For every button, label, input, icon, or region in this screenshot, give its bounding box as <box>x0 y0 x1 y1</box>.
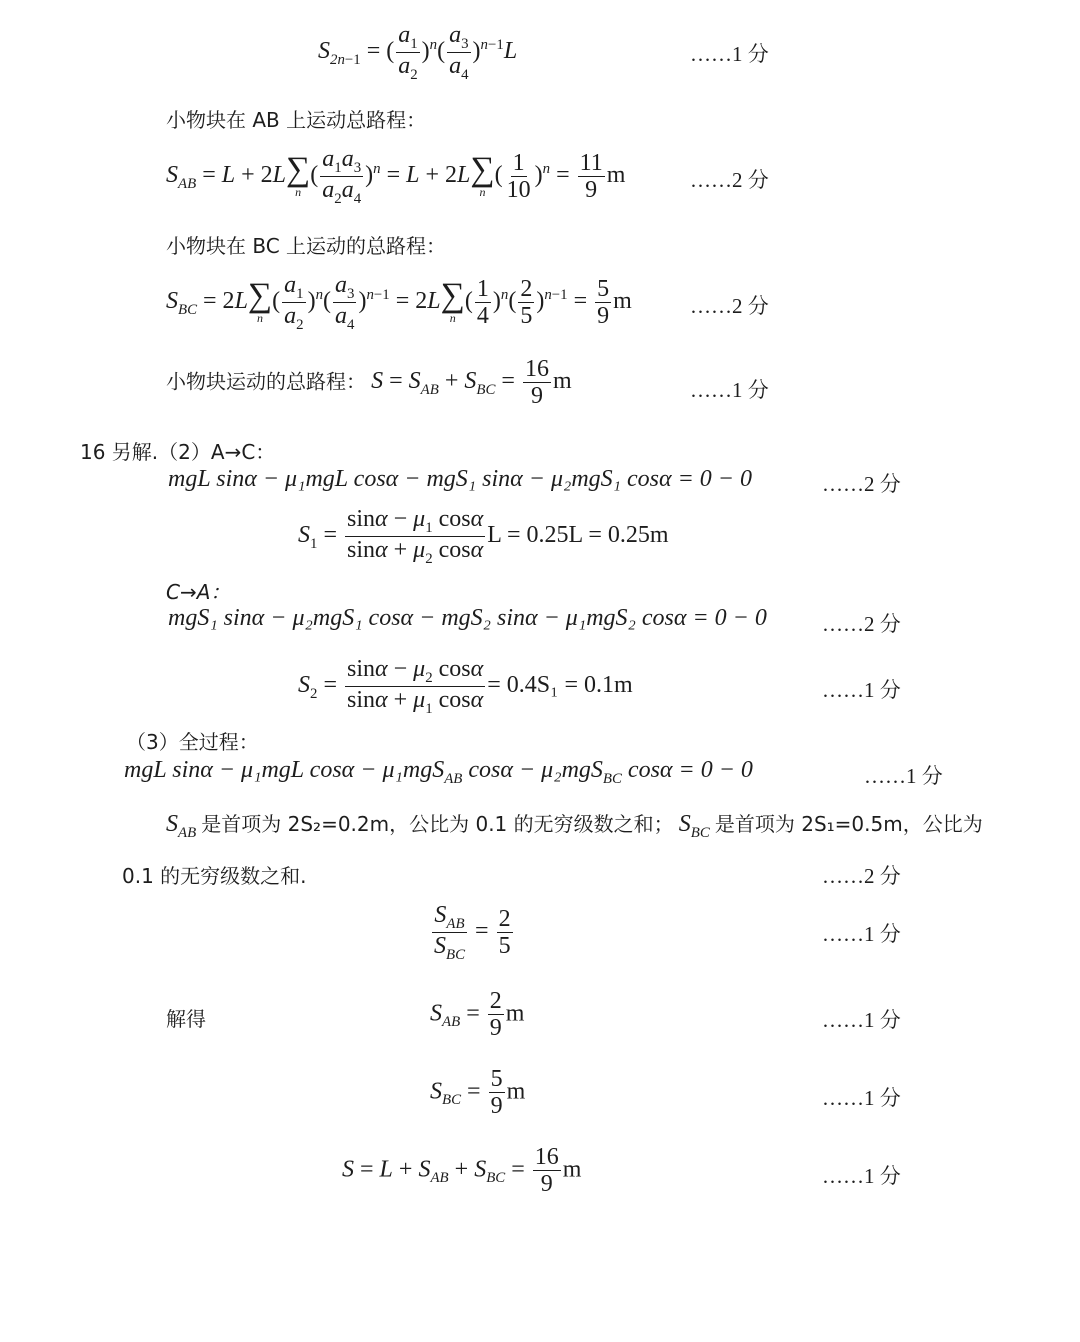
score-9: ……2 分 <box>822 864 901 888</box>
score-5: ……2 分 <box>822 472 901 496</box>
c-to-a-label: C→A： <box>166 580 231 604</box>
eq-sbc-sum: $S_{BC} = 2L$ ∑ n ( $\frac{a_1}{a_2}$ )$^n$( $\frac{a_3}{a_4}$ )$^{n-1}$ = 2L ∑ n ( $\frac{1}{4}$ )$^n$( $\frac{2}{5}$ )$^{n-1}$ = $\frac{5}{9}$ m <box>166 272 632 333</box>
eq-s2: $S_2$ = $\frac{\sin\alpha - \mu_2 \cos\alpha}{\sin\alpha + \mu_1 \cos\alpha}$ = 0.4S₁ = 0.1m <box>298 656 633 717</box>
eq-sab-sum: $S_{AB} = L + 2L$ ∑ n ( $\frac{a_1a_3}{a_2a_4}$ )$^n$ = L + 2L ∑ n ( $\frac{1}{10}$ )$^n$ = $\frac{11}{9}$ m <box>166 146 626 207</box>
series-description-2: 0.1 的无穷级数之和. <box>122 864 307 888</box>
score-11: ……1 分 <box>822 1008 901 1032</box>
total-path-row: 小物块运动的总路程： $S = S_{AB} + S_{BC}$ = $\frac{16}{9}$ m <box>166 356 572 410</box>
part3-label: （3）全过程： <box>126 730 259 754</box>
score-3: ……2 分 <box>690 294 769 318</box>
score-1: ……1 分 <box>690 42 769 66</box>
eq-ratio: $\frac{S_{AB}}{S_{BC}}$ = $\frac{2}{5}$ <box>434 902 511 963</box>
eq-s1-result: L = 0.25L = 0.25m <box>487 522 669 549</box>
score-13: ……1 分 <box>822 1164 901 1188</box>
eq-s2n-1: $S_{2n-1}$ = ( $\frac{a_1}{a_2}$ )$^n$( $\frac{a_3}{a_4}$ )$^{n-1}$L <box>318 22 518 83</box>
alt-solution-label: 16 另解.（2）A→C： <box>80 440 276 464</box>
solve-label: 解得 <box>166 1007 206 1031</box>
score-7: ……1 分 <box>822 678 901 702</box>
bc-path-label: 小物块在 BC 上运动的总路程： <box>166 234 447 258</box>
eq-total-result: $S = L + S_{AB} + S_{BC}$ = $\frac{16}{9}$ m <box>342 1144 582 1198</box>
eq-a-to-c: mgL sinα − μ₁mgL cosα − mgS₁ sinα − μ₂mgS₁ cosα = 0 − 0 <box>168 466 752 492</box>
score-8: ……1 分 <box>864 764 943 788</box>
score-6: ……2 分 <box>822 612 901 636</box>
score-4: ……1 分 <box>690 378 769 402</box>
eq-s1: $S_1$ = $\frac{\sin\alpha - \mu_1 \cos\alpha}{\sin\alpha + \mu_2 \cos\alpha}$ L = 0.25L = 0.25m <box>298 506 669 567</box>
score-2: ……2 分 <box>690 168 769 192</box>
eq-c-to-a: mgS₁ sinα − μ₂mgS₁ cosα − mgS₂ sinα − μ₁mgS₂ cosα = 0 − 0 <box>168 605 767 631</box>
eq-full-process: mgL sinα − μ₁mgL cosα − μ₁mgS$_{AB}$ cosα − μ₂mgS$_{BC}$ cosα = 0 − 0 <box>124 757 753 787</box>
score-12: ……1 分 <box>822 1086 901 1110</box>
series-description-1: $S_{AB}$ 是首项为 2S₂=0.2m，公比为 0.1 的无穷级数之和； $S_{BC}$ 是首项为 2S₁=0.5m，公比为 <box>166 811 983 841</box>
ab-path-label: 小物块在 AB 上运动总路程： <box>166 108 427 132</box>
total-path-label: 小物块运动的总路程： <box>166 369 366 394</box>
score-10: ……1 分 <box>822 922 901 946</box>
eq-sbc-result: $S_{BC}$ = $\frac{5}{9}$ m <box>430 1066 526 1120</box>
eq-s2-result: = 0.4S₁ = 0.1m <box>487 672 633 699</box>
eq-sab-result: $S_{AB}$ = $\frac{2}{9}$ m <box>430 988 525 1042</box>
